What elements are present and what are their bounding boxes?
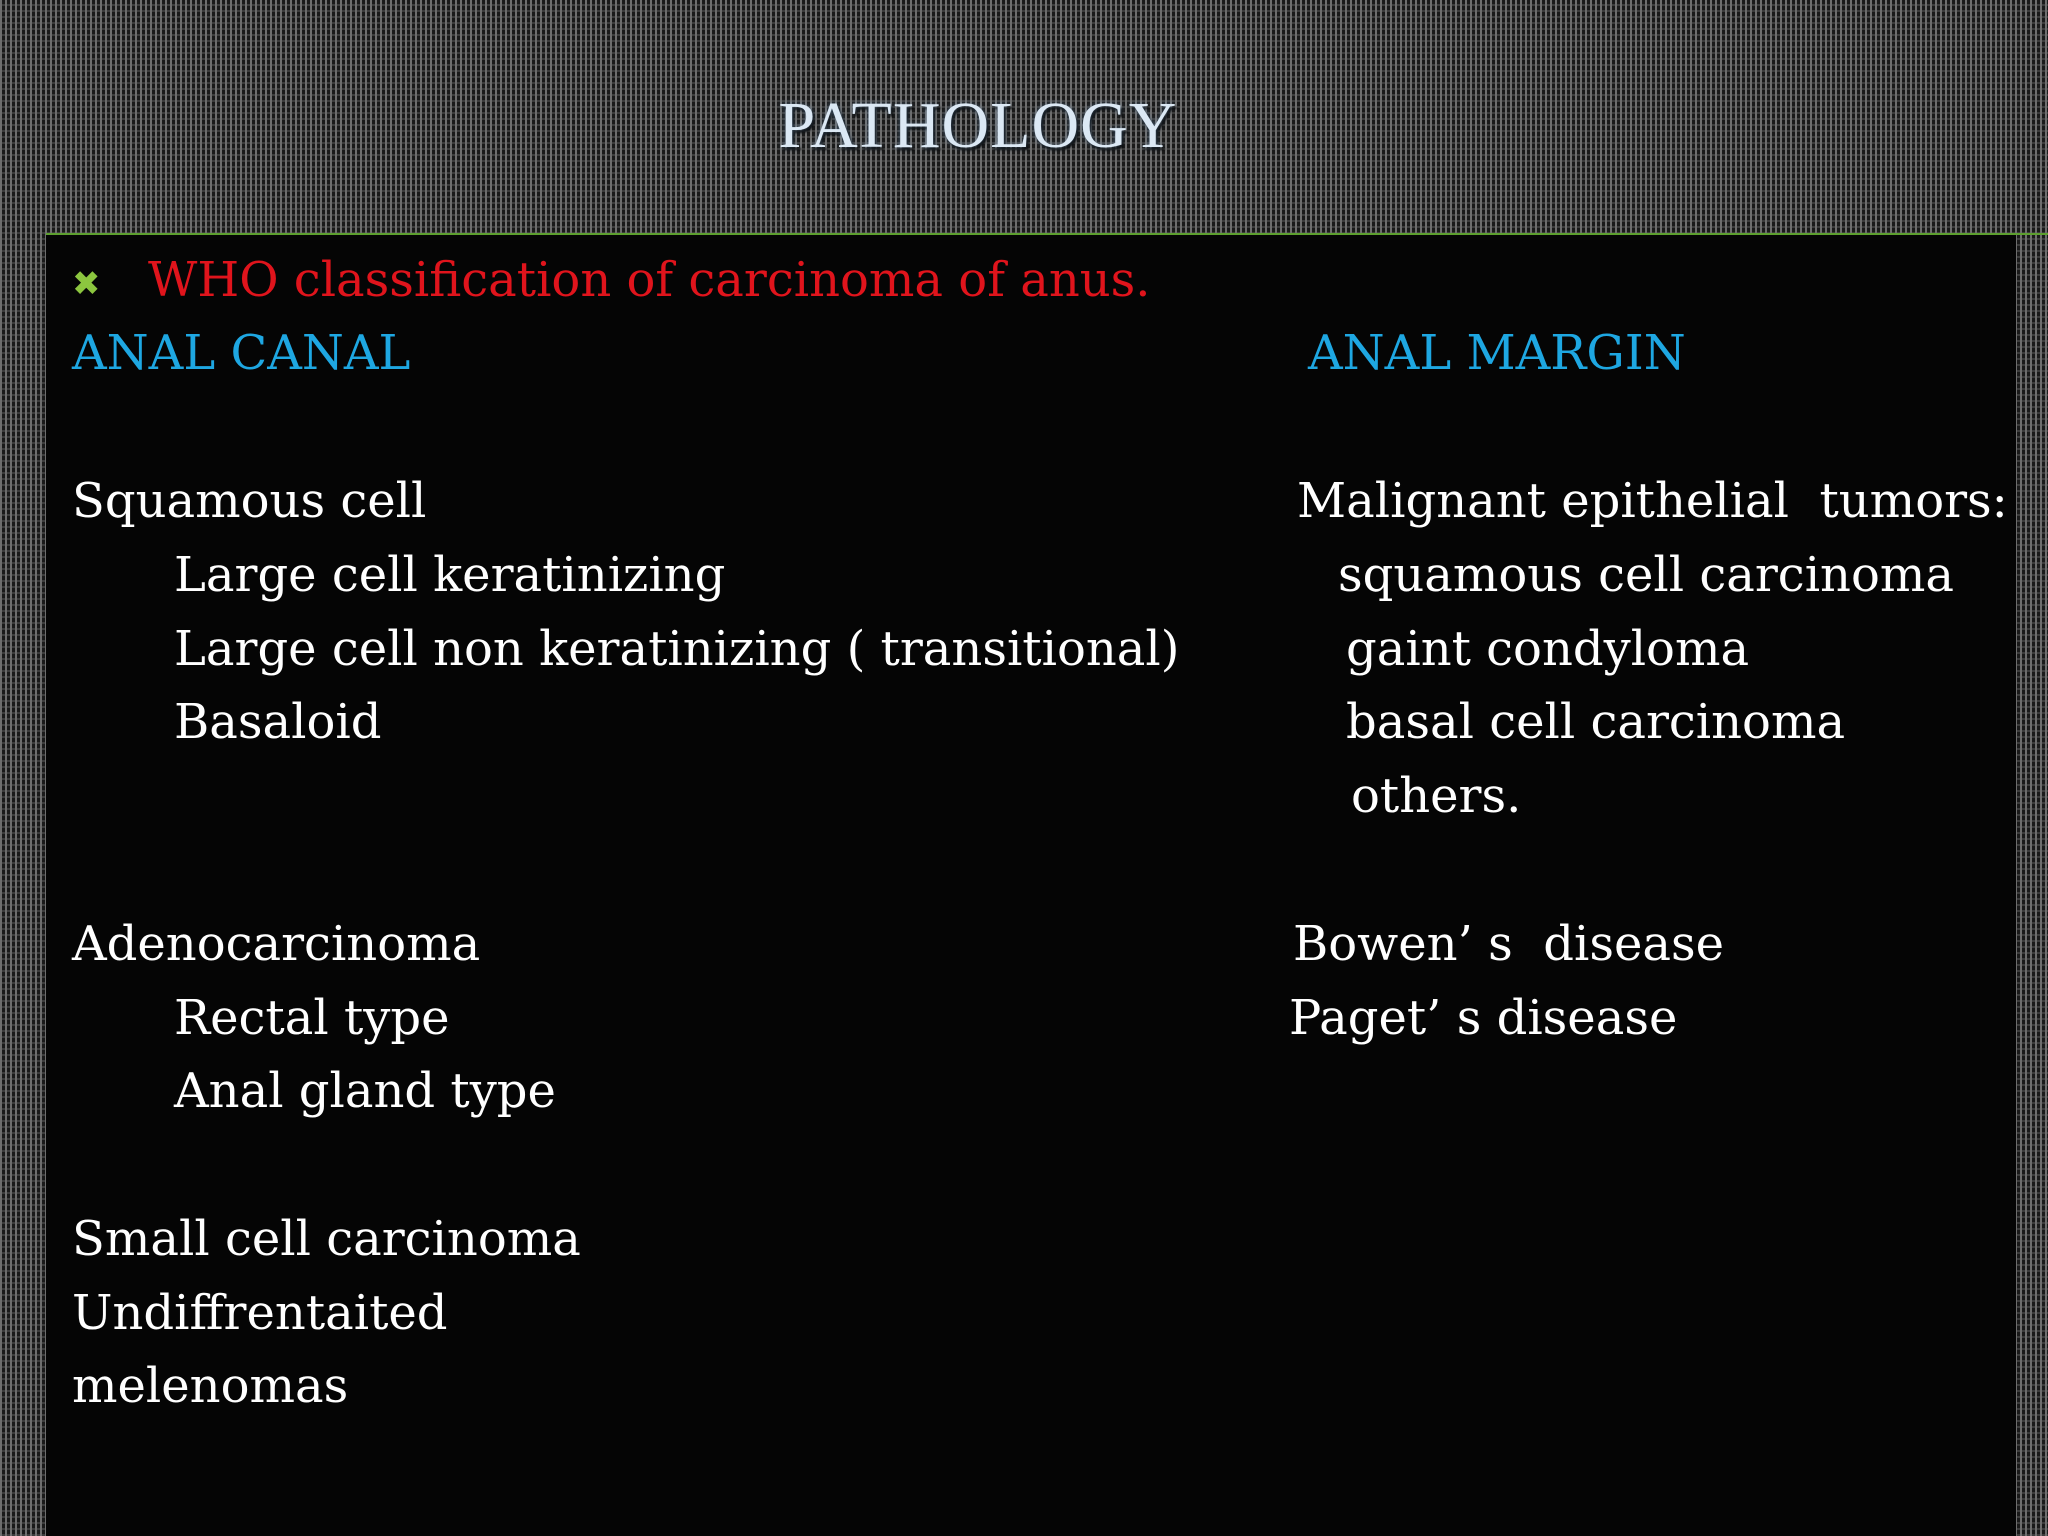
list-item: Anal gland type: [174, 1063, 556, 1119]
list-item: others.: [1351, 768, 1522, 824]
list-item: melenomas: [72, 1358, 349, 1414]
anal-margin-heading: ANAL MARGIN: [1308, 325, 1686, 381]
anal-canal-heading: ANAL CANAL: [72, 325, 411, 381]
list-item: Large cell keratinizing: [174, 547, 726, 603]
list-item: Basaloid: [174, 694, 382, 750]
squamous-cell-label: Squamous cell: [72, 473, 427, 529]
list-item: Rectal type: [174, 990, 450, 1046]
list-item: Large cell non keratinizing ( transitional): [174, 621, 1180, 677]
list-item: gaint condyloma: [1346, 621, 1750, 677]
list-item: basal cell carcinoma: [1346, 694, 1846, 750]
list-item: Small cell carcinoma: [72, 1211, 581, 1267]
list-item: squamous cell carcinoma: [1338, 547, 1954, 603]
adenocarcinoma-label: Adenocarcinoma: [72, 916, 481, 972]
malignant-epithelial-label: Malignant epithelial tumors:: [1297, 473, 2008, 529]
x-mark-bullet-icon: ✖: [72, 264, 101, 304]
list-item: Undiffrentaited: [72, 1285, 448, 1341]
list-item: Paget’ s disease: [1289, 990, 1678, 1046]
slide-title: PATHOLOGY: [778, 89, 1178, 162]
who-classification-heading: WHO classification of carcinoma of anus.: [148, 252, 1151, 308]
list-item: Bowen’ s disease: [1293, 916, 1725, 972]
